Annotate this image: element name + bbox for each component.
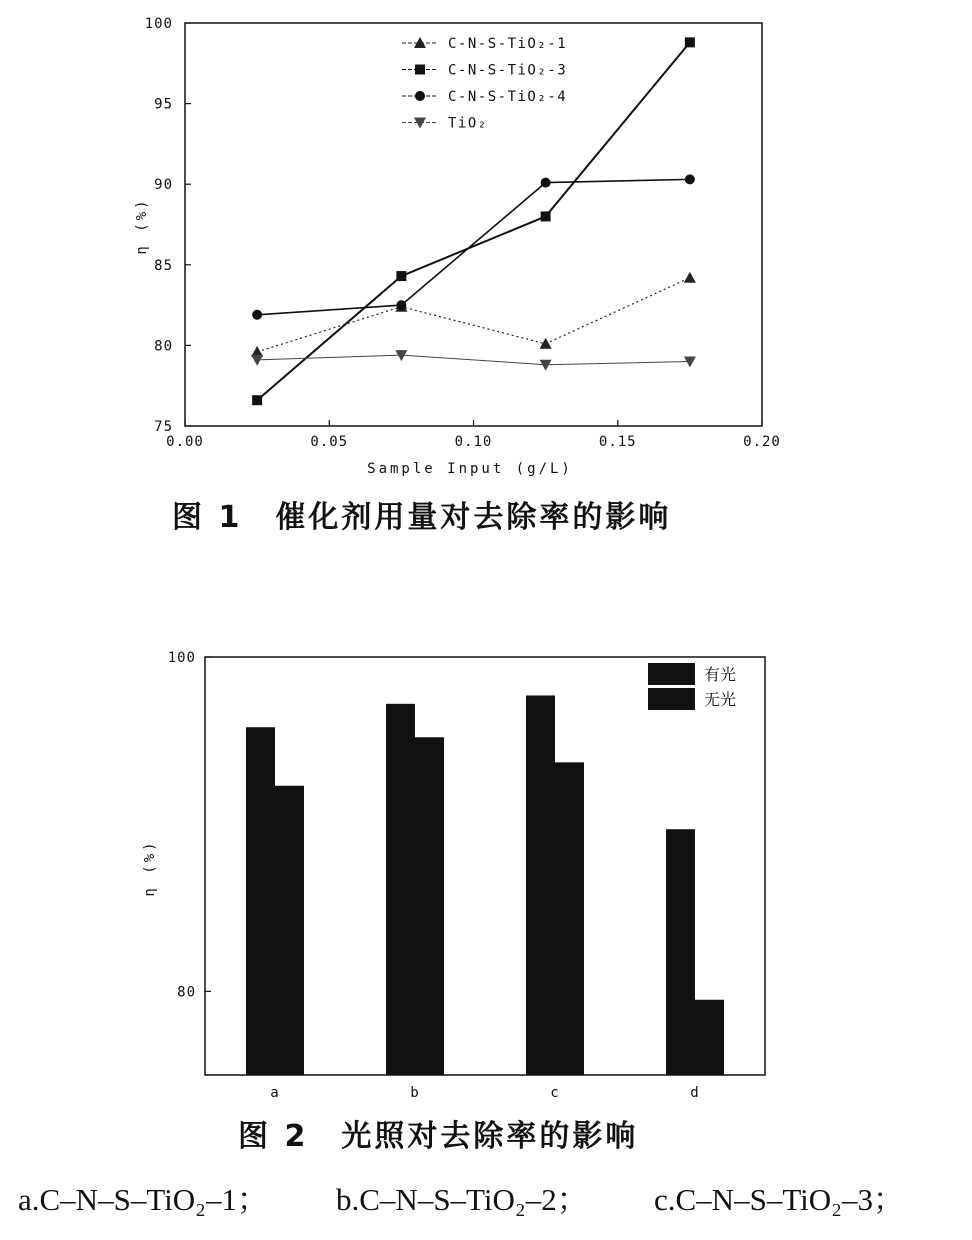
figure-1-y-tick-label: 95: [154, 96, 173, 113]
figure-2-bar-b-series-2: [415, 737, 444, 1075]
figure-2-legend-swatch-1: [648, 663, 695, 685]
figure-1-point-s4-3: [540, 360, 552, 371]
figure-1-y-axis-label: η (%): [134, 197, 150, 255]
figure-1-series-line-1: [257, 278, 690, 352]
figure-1-point-s2-1: [252, 395, 262, 405]
figure-1-y-tick-label: 85: [154, 257, 173, 274]
figure-1-x-axis-label: Sample Input (g/L): [367, 461, 573, 477]
figure-1-y-tick-label: 80: [154, 338, 173, 355]
figure-2-legend-label-1: 有光: [704, 665, 737, 684]
figure-1-legend-label-3: C-N-S-TiO₂-4: [448, 89, 568, 105]
figure-1-point-s3-2: [396, 300, 406, 310]
figure-1-legend-label-2: C-N-S-TiO₂-3: [448, 62, 568, 79]
figure-2-footnote-b: b.C–N–S–TiO₂–2；: [336, 1182, 588, 1217]
figure-2-bar-c-series-1: [526, 695, 555, 1075]
figure-2-x-tick-label: b: [410, 1085, 420, 1101]
figure-1-series-line-4: [257, 355, 690, 365]
figure-1-x-tick-label: 0.00: [166, 434, 204, 450]
figure-2-footnote-c: c.C–N–S–TiO₂–3；: [654, 1182, 904, 1217]
figure-2-y-axis-label: η (%): [142, 839, 158, 897]
figure-1-x-tick-label: 0.15: [598, 434, 637, 450]
figure-1-point-s2-3: [541, 211, 551, 221]
figure-2-x-tick-label: c: [550, 1085, 560, 1101]
figure-2-y-tick-label: 80: [177, 984, 196, 1001]
figure-2-bar-chart: [0, 630, 972, 1110]
figure-1-point-s1-4: [684, 272, 696, 283]
figure-1-legend-marker-3: [415, 91, 425, 101]
figure-1-plot-frame: [185, 23, 762, 426]
figure-1-caption: 图 1 催化剂用量对去除率的影响: [172, 500, 672, 535]
figure-1-line-chart: [0, 0, 972, 490]
figure-1-y-tick-label: 90: [154, 177, 173, 194]
figure-2-y-tick-label: 100: [167, 650, 196, 666]
figure-1-point-s3-1: [252, 310, 262, 320]
figure-1-legend-label-4: TiO₂: [448, 115, 488, 132]
figure-2-bar-d-series-1: [666, 829, 695, 1075]
figure-2-legend-swatch-2: [648, 688, 695, 710]
figure-1-x-tick-label: 0.05: [310, 434, 349, 450]
figure-1-x-tick-label: 0.10: [454, 434, 493, 450]
figure-2-legend-label-2: 无光: [704, 690, 737, 709]
figure-2-plot-content: [168, 650, 736, 1101]
figure-1-point-s2-4: [685, 37, 695, 47]
figure-1-point-s2-2: [396, 271, 406, 281]
figure-1-point-s4-1: [251, 355, 263, 366]
figure-2-footnote-a: a.C–N–S–TiO₂–1；: [18, 1182, 268, 1217]
figure-2-bar-d-series-2: [695, 1000, 724, 1075]
figure-1-point-s3-4: [685, 174, 695, 184]
figure-1-x-tick-label: 0.20: [743, 434, 781, 450]
figure-1-legend-label-1: C-N-S-TiO₂-1: [448, 36, 568, 52]
figure-1-point-s3-3: [541, 178, 551, 188]
figure-1-plot-content: [145, 16, 781, 450]
figure-2-bar-a-series-2: [275, 786, 304, 1075]
figure-1-y-tick-label: 100: [144, 16, 173, 32]
figure-2-x-tick-label: d: [690, 1085, 700, 1101]
figure-2-bar-c-series-2: [555, 762, 584, 1075]
figure-2-caption: 图 2 光照对去除率的影响: [238, 1119, 639, 1154]
figure-1-legend-marker-2: [415, 65, 425, 75]
figure-1-y-tick-label: 75: [154, 419, 173, 435]
figure-2-bar-a-series-1: [246, 727, 275, 1075]
figure-2-x-tick-label: a: [270, 1085, 280, 1101]
figure-2-bar-b-series-1: [386, 704, 415, 1075]
